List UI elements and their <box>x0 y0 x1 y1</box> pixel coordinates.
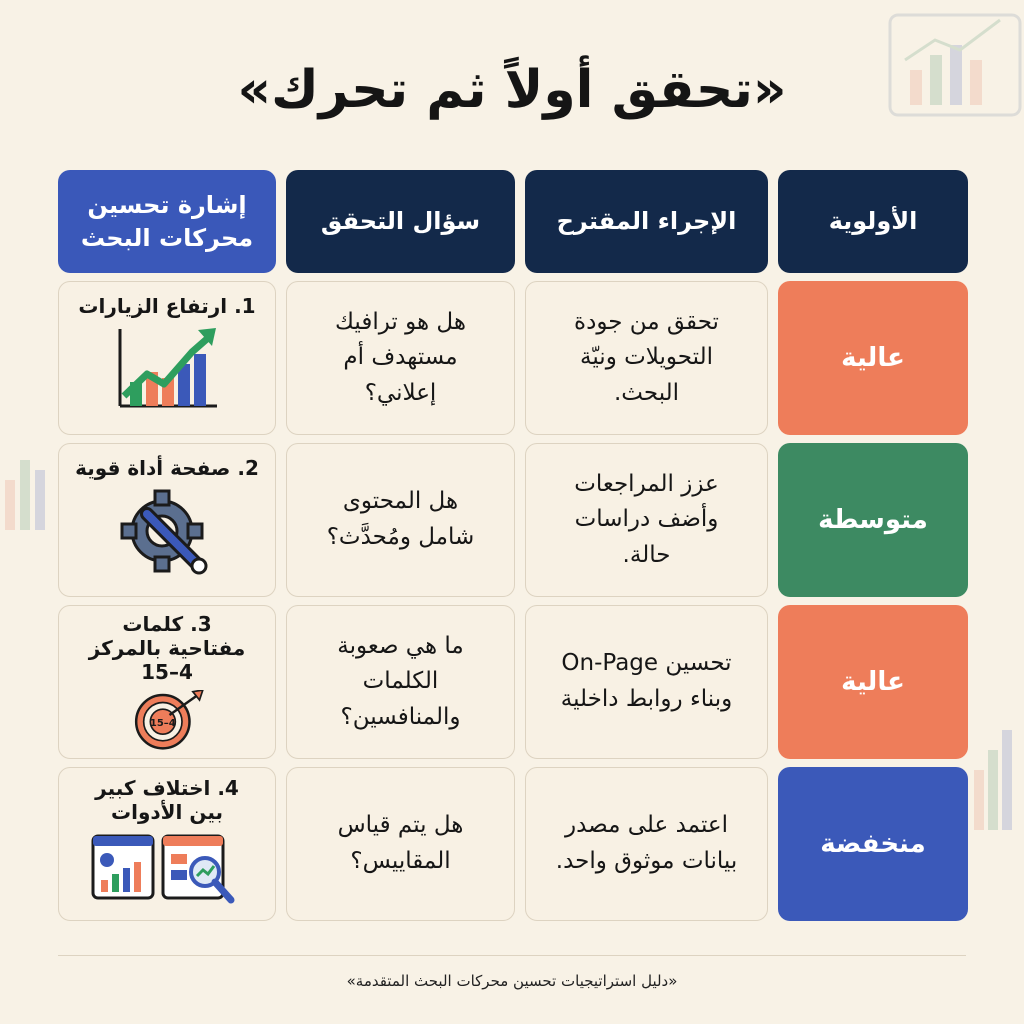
priority-badge: منخفضة <box>778 767 968 921</box>
header-priority: الأولوية <box>778 170 968 273</box>
signal-label: 4. اختلاف كبير بين الأدوات <box>95 776 239 824</box>
background-chart-icon <box>966 700 1024 840</box>
header-signal: إشارة تحسين محركات البحث <box>58 170 276 273</box>
page-title: «تحقق أولاً ثم تحرك» <box>237 60 787 120</box>
action-cell: اعتمد على مصدر بيانات موثوق واحد. <box>525 767 768 921</box>
footer-divider <box>58 955 966 956</box>
question-cell: هل هو ترافيك مستهدف أم إعلاني؟ <box>286 281 515 435</box>
target-icon <box>122 690 212 750</box>
priority-badge: عالية <box>778 281 968 435</box>
target-label: 4–15 <box>149 717 176 729</box>
signal-cell <box>58 767 276 921</box>
footer-caption: «دليل استراتيجيات تحسين محركات البحث المتقدمة» <box>346 972 678 990</box>
question-cell: هل يتم قياس المقاييس؟ <box>286 767 515 921</box>
header-question: سؤال التحقق <box>286 170 515 273</box>
action-cell: عزز المراجعات وأضف دراسات حالة. <box>525 443 768 597</box>
signal-cell <box>58 605 276 759</box>
gear-wrench-icon <box>117 486 217 576</box>
action-cell: تحقق من جودة التحويلات ونيّة البحث. <box>525 281 768 435</box>
signal-label: 2. صفحة أداة قوية <box>75 456 259 480</box>
action-cell: تحسين On-Page وبناء روابط داخلية <box>525 605 768 759</box>
analytics-dashboards-icon <box>87 830 247 910</box>
signal-label: 3. كلمات مفتاحية بالمركز 4–15 <box>88 612 246 684</box>
signal-cell <box>58 443 276 597</box>
background-chart-icon <box>0 420 58 540</box>
priority-badge: متوسطة <box>778 443 968 597</box>
priority-table <box>58 170 966 921</box>
signal-label: 1. ارتفاع الزيارات <box>78 294 256 318</box>
priority-badge: عالية <box>778 605 968 759</box>
question-cell: ما هي صعوبة الكلمات والمنافسين؟ <box>286 605 515 759</box>
traffic-growth-chart-icon <box>112 324 222 414</box>
header-action: الإجراء المقترح <box>525 170 768 273</box>
signal-cell <box>58 281 276 435</box>
question-cell: هل المحتوى شامل ومُحدَّث؟ <box>286 443 515 597</box>
